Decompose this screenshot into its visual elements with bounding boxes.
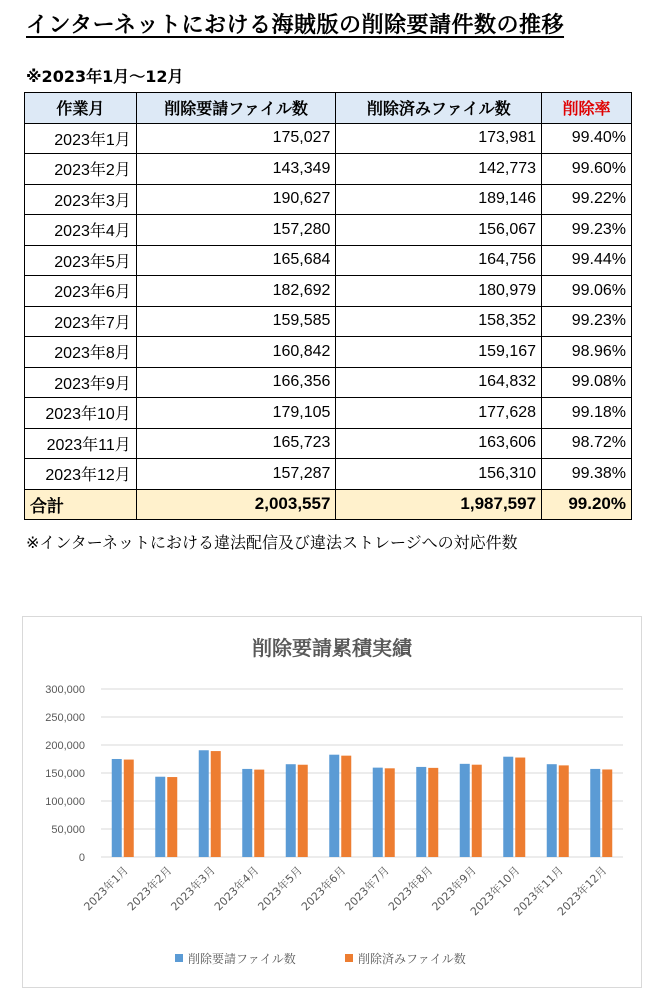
chart-title: 削除要請累積実績 <box>252 636 412 660</box>
page-title: インターネットにおける海賊版の削除要請件数の推移 <box>26 13 565 38</box>
header-requests: 削除要請ファイル数 <box>136 93 336 124</box>
table-row <box>25 459 632 490</box>
bar-requests <box>590 769 600 857</box>
footnote: ※インターネットにおける違法配信及び違法ストレージへの対応件数 <box>26 533 518 552</box>
cell-requests: 165,723 <box>136 428 336 459</box>
table-row <box>25 398 632 429</box>
total-deleted: 1,987,597 <box>336 489 542 520</box>
cell-rate: 99.38% <box>542 459 632 490</box>
table-row <box>25 245 632 276</box>
cell-month: 2023年7月 <box>25 306 137 337</box>
period-label: ※2023年1月～12月 <box>26 67 184 86</box>
cell-requests: 182,692 <box>136 276 336 307</box>
cell-rate: 99.40% <box>542 123 632 154</box>
table-row <box>25 367 632 398</box>
cell-requests: 157,287 <box>136 459 336 490</box>
y-tick-label: 300,000 <box>45 684 85 696</box>
cell-deleted: 163,606 <box>336 428 542 459</box>
deletion-table <box>24 92 632 520</box>
cell-deleted: 180,979 <box>336 276 542 307</box>
cell-deleted: 164,832 <box>336 367 542 398</box>
bar-deleted <box>341 756 351 857</box>
bar-deleted <box>428 768 438 857</box>
cell-month: 2023年3月 <box>25 184 137 215</box>
cell-month: 2023年12月 <box>25 459 137 490</box>
cell-rate: 99.18% <box>542 398 632 429</box>
cell-month: 2023年6月 <box>25 276 137 307</box>
legend-swatch-deleted <box>345 954 353 962</box>
bar-deleted <box>167 777 177 857</box>
cell-rate: 99.06% <box>542 276 632 307</box>
table-row <box>25 306 632 337</box>
cell-rate: 99.23% <box>542 306 632 337</box>
cell-rate: 99.08% <box>542 367 632 398</box>
cell-month: 2023年2月 <box>25 154 137 185</box>
cell-month: 2023年9月 <box>25 367 137 398</box>
x-tick-label: 2023年7月 <box>342 863 392 914</box>
chart-area <box>22 616 642 988</box>
cell-deleted: 164,756 <box>336 245 542 276</box>
cell-month: 2023年11月 <box>25 428 137 459</box>
y-tick-label: 0 <box>78 852 85 864</box>
cell-requests: 175,027 <box>136 123 336 154</box>
header-month: 作業月 <box>25 93 137 124</box>
cell-requests: 160,842 <box>136 337 336 368</box>
bar-requests <box>242 769 252 857</box>
cell-requests: 190,627 <box>136 184 336 215</box>
bar-deleted <box>124 760 134 857</box>
cell-requests: 159,585 <box>136 306 336 337</box>
x-tick-label: 2023年10月 <box>467 863 523 919</box>
cell-requests: 143,349 <box>136 154 336 185</box>
bar-requests <box>155 777 165 857</box>
cell-deleted: 156,067 <box>336 215 542 246</box>
bar-deleted <box>254 770 264 857</box>
x-tick-label: 2023年2月 <box>124 863 175 914</box>
table-row <box>25 123 632 154</box>
bar-requests <box>286 764 296 857</box>
y-tick-label: 250,000 <box>45 712 85 724</box>
cell-rate: 99.60% <box>542 154 632 185</box>
bar-chart <box>23 617 641 987</box>
bar-deleted <box>602 769 612 857</box>
cell-rate: 98.96% <box>542 337 632 368</box>
total-requests: 2,003,557 <box>136 489 336 520</box>
x-tick-label: 2023年11月 <box>511 863 566 919</box>
cell-rate: 99.23% <box>542 215 632 246</box>
cell-deleted: 159,167 <box>336 337 542 368</box>
header-rate: 削除率 <box>542 93 632 124</box>
cell-deleted: 156,310 <box>336 459 542 490</box>
table-row <box>25 154 632 185</box>
table-row <box>25 337 632 368</box>
cell-month: 2023年10月 <box>25 398 137 429</box>
x-tick-label: 2023年8月 <box>385 863 436 914</box>
bar-requests <box>112 759 122 857</box>
bar-requests <box>329 755 339 857</box>
cell-requests: 165,684 <box>136 245 336 276</box>
bar-requests <box>547 764 557 857</box>
x-tick-label: 2023年9月 <box>429 863 479 914</box>
y-tick-label: 150,000 <box>45 768 85 780</box>
bar-requests <box>416 767 426 857</box>
bar-deleted <box>515 758 525 857</box>
bar-requests <box>373 768 383 857</box>
y-tick-label: 100,000 <box>45 796 85 808</box>
table-row <box>25 184 632 215</box>
y-tick-label: 50,000 <box>51 824 85 836</box>
x-tick-label: 2023年12月 <box>554 863 610 919</box>
y-tick-label: 200,000 <box>45 740 85 752</box>
cell-requests: 166,356 <box>136 367 336 398</box>
legend-swatch-requests <box>175 954 183 962</box>
legend-label-requests: 削除要請ファイル数 <box>188 952 296 966</box>
bar-deleted <box>472 765 482 857</box>
bar-deleted <box>385 768 395 857</box>
bar-requests <box>199 750 209 857</box>
x-tick-label: 2023年3月 <box>168 863 218 914</box>
cell-deleted: 173,981 <box>336 123 542 154</box>
cell-deleted: 189,146 <box>336 184 542 215</box>
cell-month: 2023年8月 <box>25 337 137 368</box>
x-tick-label: 2023年6月 <box>298 863 349 914</box>
x-tick-label: 2023年4月 <box>211 863 262 914</box>
table-header-row <box>25 93 632 124</box>
bar-deleted <box>559 765 569 857</box>
cell-month: 2023年4月 <box>25 215 137 246</box>
cell-requests: 179,105 <box>136 398 336 429</box>
cell-deleted: 177,628 <box>336 398 542 429</box>
table-body <box>25 123 632 489</box>
legend-label-deleted: 削除済みファイル数 <box>358 952 466 966</box>
cell-deleted: 142,773 <box>336 154 542 185</box>
cell-month: 2023年1月 <box>25 123 137 154</box>
total-label: 合計 <box>25 489 137 520</box>
cell-rate: 98.72% <box>542 428 632 459</box>
cell-month: 2023年5月 <box>25 245 137 276</box>
x-tick-label: 2023年1月 <box>81 863 131 914</box>
table-row <box>25 428 632 459</box>
cell-rate: 99.22% <box>542 184 632 215</box>
bar-requests <box>503 757 513 857</box>
bar-requests <box>460 764 470 857</box>
x-tick-label: 2023年5月 <box>255 863 305 914</box>
bar-deleted <box>211 751 221 857</box>
table-row <box>25 276 632 307</box>
total-rate: 99.20% <box>542 489 632 520</box>
table-row <box>25 215 632 246</box>
bar-deleted <box>298 765 308 857</box>
cell-deleted: 158,352 <box>336 306 542 337</box>
total-row <box>25 489 632 520</box>
header-deleted: 削除済みファイル数 <box>336 93 542 124</box>
cell-rate: 99.44% <box>542 245 632 276</box>
cell-requests: 157,280 <box>136 215 336 246</box>
